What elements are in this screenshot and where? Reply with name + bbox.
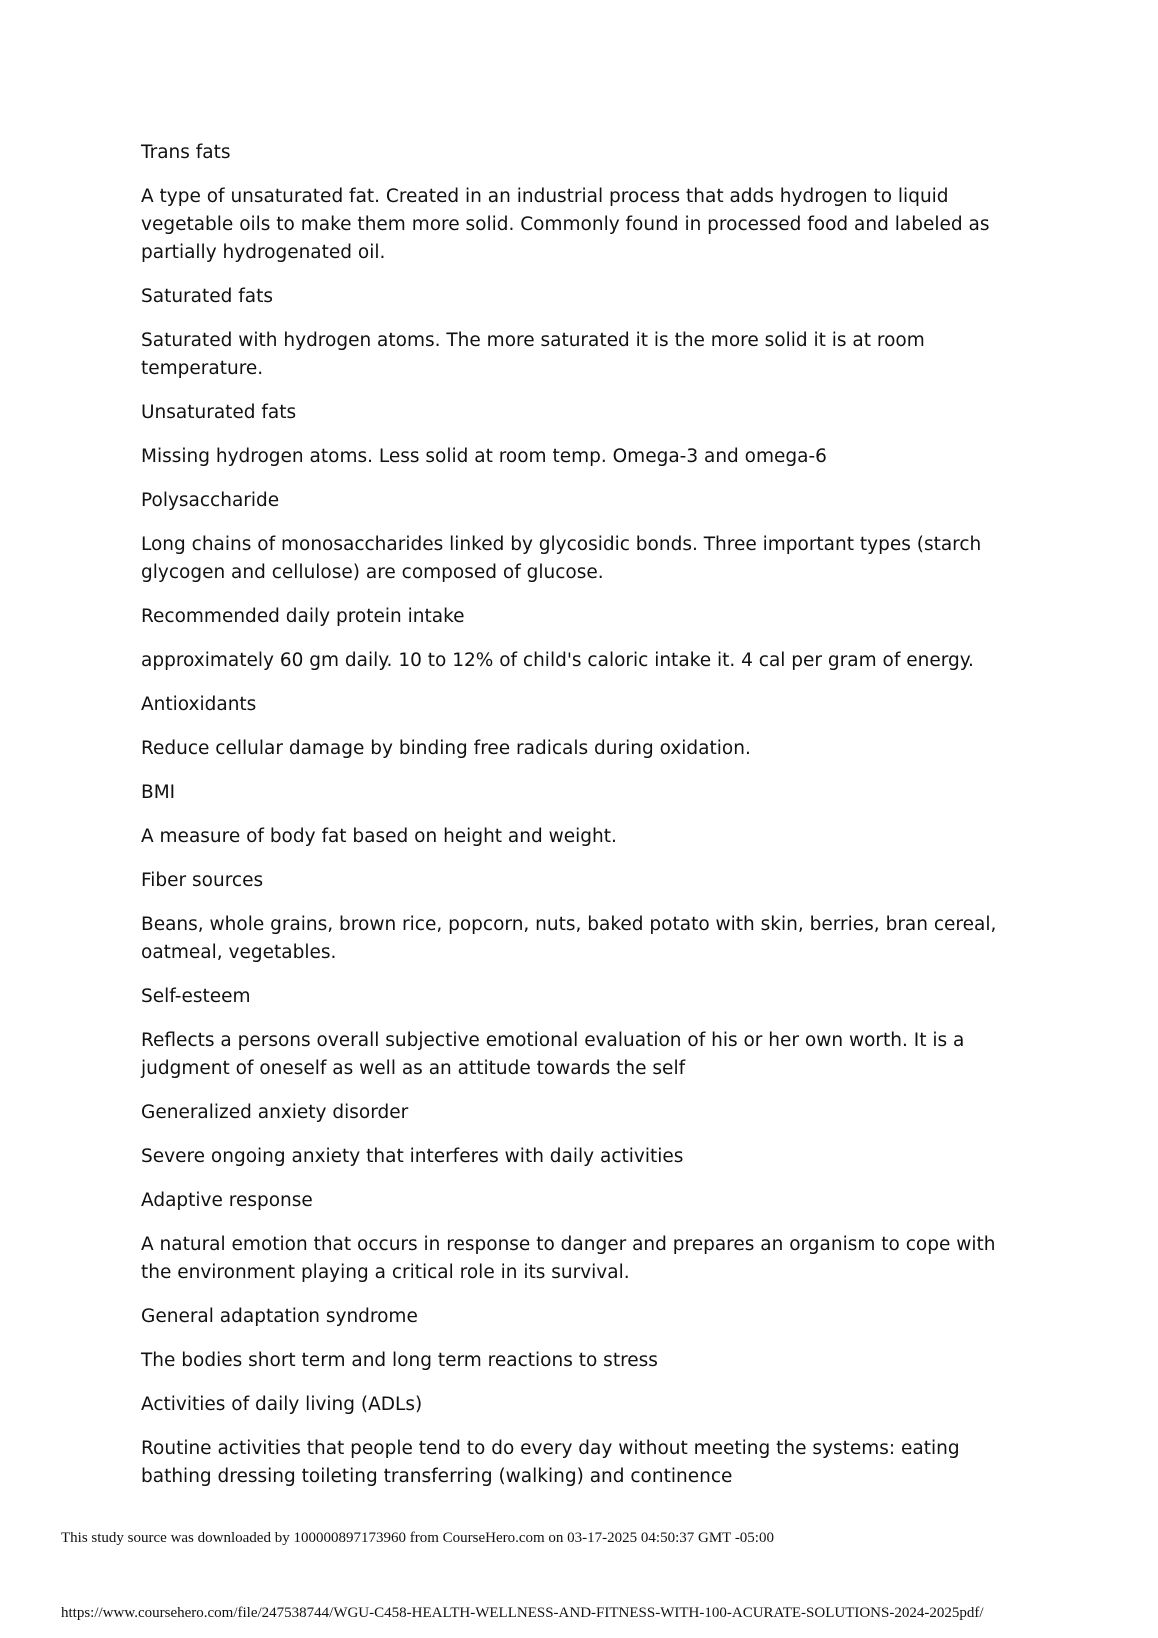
definition: Routine activities that people tend to do every day without meeting the systems: eating bathing dressing toileting transferring (walking) and continence	[141, 1438, 960, 1487]
term: Recommended daily protein intake	[141, 606, 465, 627]
flashcard-list	[141, 139, 1021, 1507]
term: Adaptive response	[141, 1190, 313, 1211]
term: Generalized anxiety disorder	[141, 1102, 409, 1123]
term: Antioxidants	[141, 694, 257, 715]
source-url[interactable]: https://www.coursehero.com/file/247538744/WGU-C458-HEALTH-WELLNESS-AND-FITNESS-WITH-100-ACURATE-SOLUTIONS-2024-2025pdf/	[61, 1605, 984, 1621]
definition: Beans, whole grains, brown rice, popcorn, nuts, baked potato with skin, berries, bran cereal, oatmeal, vegetables.	[141, 914, 997, 963]
definition: A natural emotion that occurs in response to danger and prepares an organism to cope with the environment playing a critical role in its survival.	[141, 1234, 996, 1283]
definition: Reduce cellular damage by binding free radicals during oxidation.	[141, 738, 751, 759]
definition: Reflects a persons overall subjective emotional evaluation of his or her own worth. It is a judgment of oneself as well as an attitude towards the self	[141, 1030, 965, 1079]
definition: approximately 60 gm daily. 10 to 12% of child's caloric intake it. 4 cal per gram of energy.	[141, 650, 974, 671]
definition: Severe ongoing anxiety that interferes with daily activities	[141, 1146, 684, 1167]
definition: Missing hydrogen atoms. Less solid at room temp. Omega-3 and omega-6	[141, 446, 827, 467]
term: Saturated fats	[141, 286, 274, 307]
term: Activities of daily living (ADLs)	[141, 1394, 423, 1415]
term: General adaptation syndrome	[141, 1306, 418, 1327]
term: BMI	[141, 782, 176, 803]
term: Self-esteem	[141, 986, 251, 1007]
definition: The bodies short term and long term reactions to stress	[141, 1350, 658, 1371]
term: Trans fats	[141, 142, 231, 163]
term: Polysaccharide	[141, 490, 280, 511]
term: Fiber sources	[141, 870, 264, 891]
definition: Long chains of monosaccharides linked by glycosidic bonds. Three important types (starch glycogen and cellulose) are composed of glucose.	[141, 534, 982, 583]
term: Unsaturated fats	[141, 402, 297, 423]
definition: A type of unsaturated fat. Created in an industrial process that adds hydrogen to liquid vegetable oils to make them more solid. Commonly found in processed food and labeled as partially hydrogenated oil.	[141, 186, 990, 263]
download-note: This study source was downloaded by 100000897173960 from CourseHero.com on 03-17-2025 04:50:37 GMT -05:00	[61, 1530, 774, 1546]
definition: Saturated with hydrogen atoms. The more saturated it is the more solid it is at room temperature.	[141, 330, 925, 379]
definition: A measure of body fat based on height and weight.	[141, 826, 617, 847]
